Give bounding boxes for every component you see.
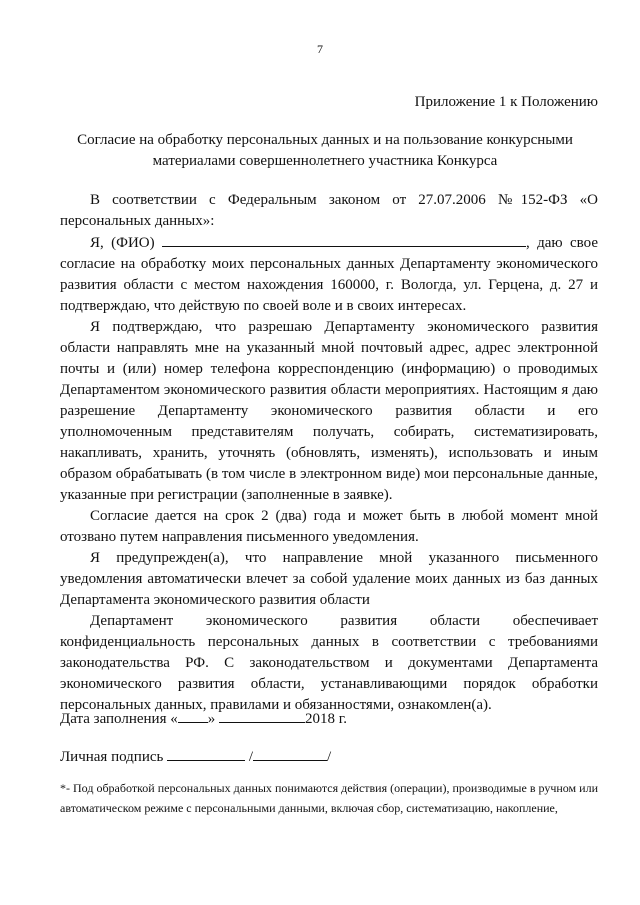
consent-paragraph <box>60 232 598 317</box>
paragraph-permission: Я подтверждаю, что разрешаю Департаменту экономического развития области направлять мне на указанный мной почтовый адрес, адрес электронной почты и (или) номер телефона корреспонденцию (информацию) о проводимых Департаментом экономического развития области мероприятиях. Настоящим я даю разрешение Департаменту экономического развития области и его уполномоченным представителям получать, собирать, систематизировать, накапливать, хранить, уточнять (обновлять, изменять), использовать и иным образом обрабатывать (в том числе в электронном виде) мои персональные данные, указанные при регистрации (заполненные в заявке). <box>60 319 598 503</box>
date-label: Дата заполнения « <box>60 711 178 727</box>
signature-name-field[interactable] <box>253 748 327 761</box>
date-year: 2018 г. <box>305 711 347 727</box>
document-title <box>60 130 590 172</box>
date-month-field[interactable] <box>219 710 305 723</box>
document-body <box>60 190 598 716</box>
appendix-label: Приложение 1 к Положению <box>414 94 598 110</box>
signature-field[interactable] <box>167 748 245 761</box>
consent-prefix: Я, (ФИО) <box>90 235 155 251</box>
date-mid: » <box>207 711 216 727</box>
signature-slash-2: / <box>327 749 332 765</box>
paragraph-term: Согласие дается на срок 2 (два) года и может быть в любой момент мной отозвано путем направления письменного уведомления. <box>60 508 598 545</box>
signature-label: Личная подпись <box>60 749 164 765</box>
paragraph-confidentiality: Департамент экономического развития области обеспечивает конфиденциальность персональных данных в соответствии с требованиями законодательства РФ. С законодательством и документами Департамента экономического развития области, устанавливающими порядок обработки персональных данных, правилами и обязанностями, ознакомлен(а). <box>60 613 598 713</box>
title-line-1: Согласие на обработку персональных данных и на пользование конкурсными <box>77 132 573 148</box>
page-number: 7 <box>317 42 323 56</box>
date-field-row <box>60 710 347 728</box>
title-line-2: материалами совершеннолетнего участника Конкурса <box>152 153 498 169</box>
signature-row <box>60 748 331 766</box>
intro-paragraph: В соответствии с Федеральным законом от 27.07.2006 №152-ФЗ «О персональных данных»: <box>60 192 598 229</box>
fio-field[interactable] <box>162 232 526 247</box>
paragraph-warning: Я предупрежден(а), что направление мной указанного письменного уведомления автоматически влечет за собой удаление моих данных из баз данных Департамента экономического развития области <box>60 550 598 608</box>
signature-slash-1: / <box>248 749 254 765</box>
consent-suffix: , даю свое согласие на обработку моих персональных данных Департаменту экономического развития области с местом нахождения 160000, г. Вологда, ул. Герцена, д. 27 и подтверждаю, что действую по своей воле и в своих интересах. <box>60 235 598 314</box>
date-day-field[interactable] <box>178 710 208 723</box>
footnote: *- Под обработкой персональных данных понимаются действия (операции), производимые в ручном или автоматическом режиме с персональными данными, включая сбор, систематизацию, накопление, <box>60 781 598 815</box>
